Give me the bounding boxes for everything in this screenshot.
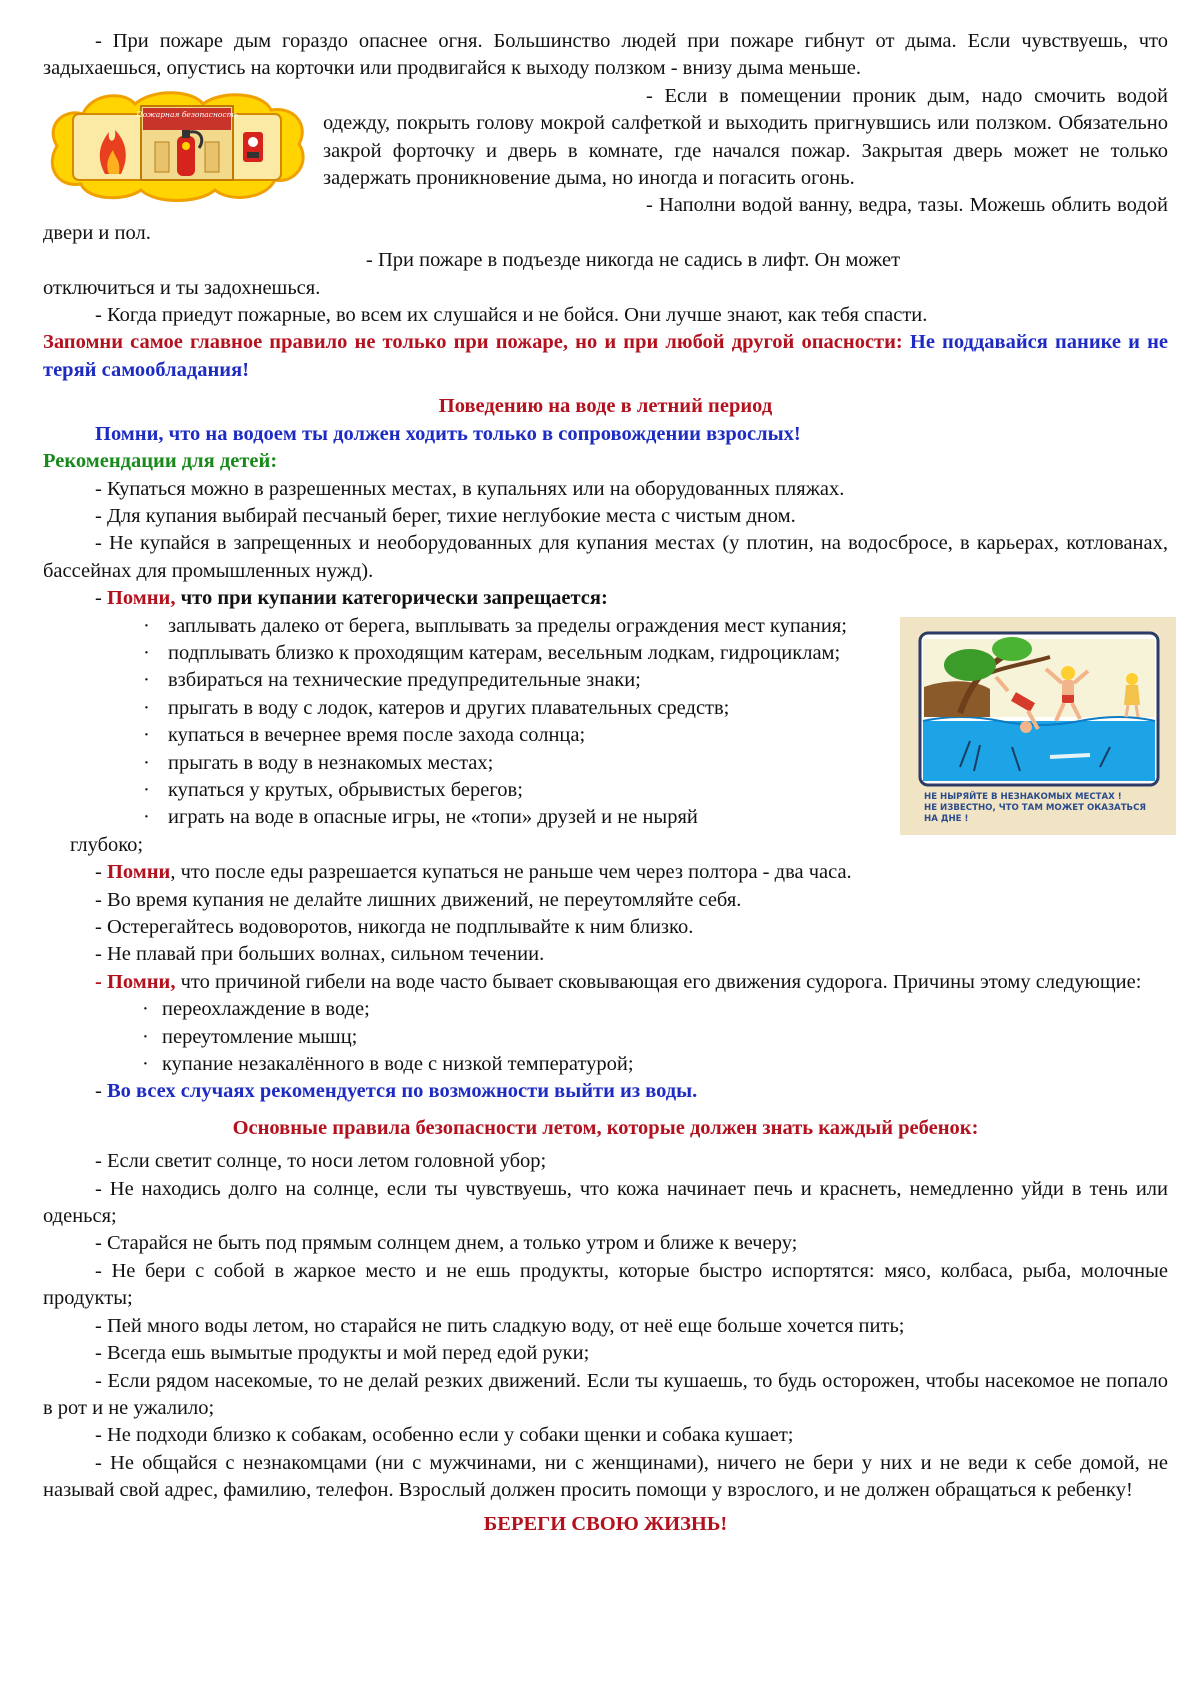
forbidden-item <box>43 613 1168 640</box>
cramp-remember: - Помни, <box>95 970 176 993</box>
fire-paragraph-fill-water: - Наполни водой ванну, ведра, тазы. Можешь облить водой двери и пол. <box>43 194 1168 244</box>
caption-line: НЕ ИЗВЕСТНО, ЧТО ТАМ МОЖЕТ ОКАЗАТЬСЯ <box>924 802 1147 813</box>
forbidden-item-tail: глубоко; <box>70 833 144 856</box>
document-page <box>43 28 1168 1538</box>
forbidden-item-text: купаться в вечернее время после захода солнца; <box>168 724 586 747</box>
fire-paragraph-smoke: - При пожаре дым гораздо опаснее огня. Большинство людей при пожаре гибнут от дыма. Если чувствуешь, что задыхаешься, опустись на корточки или продвигайся к выходу ползком - внизу дыма меньше. <box>43 30 1168 80</box>
fire-image-label: Пожарная безопасность <box>136 109 238 119</box>
after-eating-dash: - <box>95 861 107 884</box>
bullet-icon: · <box>143 669 150 692</box>
caption-line: НА ДНЕ ! <box>924 813 969 824</box>
exit-water-paragraph <box>43 1078 1168 1105</box>
fire-paragraph-firefighters: - Когда приедут пожарные, во всем их слушайся и не бойся. Они лучше знают, как тебя спасти. <box>95 304 928 327</box>
bullet-icon: · <box>142 998 149 1021</box>
summer-rule: - Не находись долго на солнце, если ты чувствуешь, что кожа начинает печь и краснеть, немедленно уйди в тень или оденься; <box>43 1177 1168 1228</box>
summer-rule: - Пей много воды летом, но старайся не пить сладкую воду, от неё еще больше хочется пить; <box>95 1314 905 1337</box>
forbidden-item-text: взбираться на технические предупредительные знаки; <box>168 669 641 692</box>
after-eating-remember: Помни <box>106 861 171 884</box>
recommendation-item: - Купаться можно в разрешенных местах, в купальнях или на оборудованных пляжах. <box>95 477 845 500</box>
forbidden-item <box>43 695 1168 722</box>
forbidden-item <box>43 667 1168 694</box>
forbidden-item-text: прыгать в воду с лодок, катеров и других плавательных средств; <box>168 696 730 719</box>
fire-main-rule-blue: Не поддавайся панике и не теряй самообладания! <box>43 331 1168 381</box>
exit-water-dash: - <box>95 1080 107 1103</box>
forbidden-lead: что при купании категорически запрещается: <box>175 587 608 610</box>
swim-rule: - Не плавай при больших волнах, сильном течении. <box>95 943 545 966</box>
forbidden-remember: Помни, <box>106 587 176 610</box>
bullet-icon: · <box>142 1053 149 1076</box>
cramp-cause <box>43 1024 1168 1051</box>
forbidden-item-text: прыгать в воду в незнакомых местах; <box>168 751 494 774</box>
forbidden-dash: - <box>95 587 107 610</box>
bullet-icon: · <box>143 614 150 637</box>
summer-rule: - Не общайся с незнакомцами (ни с мужчинами, ни с женщинами), ничего не бери у них и не веди к себе домой, не называй свой адрес, фамилию, телефон. Взрослый должен просить помощи у взрослого, и не должен обращаться к ребенку! <box>43 1451 1168 1502</box>
fire-safety-stand-image <box>43 86 311 204</box>
recommendations-heading: Рекомендации для детей: <box>43 450 278 473</box>
cramp-cause-text: купание незакалённого в воде с низкой температурой; <box>162 1053 634 1076</box>
summer-rule: - Не подходи близко к собакам, особенно если у собаки щенки и собака кушает; <box>95 1424 794 1447</box>
forbidden-item-text: подплывать близко к проходящим катерам, весельным лодкам, гидроциклам; <box>168 641 841 664</box>
summer-section-title: Основные правила безопасности летом, которые должен знать каждый ребенок: <box>232 1116 979 1139</box>
exit-water-text: Во всех случаях рекомендуется по возможности выйти из воды. <box>106 1080 698 1103</box>
forbidden-item <box>43 640 1168 667</box>
fire-paragraph-elevator: - При пожаре в подъезде никогда не садись в лифт. Он может <box>366 249 901 272</box>
recommendation-item: - Для купания выбирай песчаный берег, тихие неглубокие места с чистым дном. <box>95 504 796 527</box>
summer-rule: - Если рядом насекомые, то не делай резких движений. Если ты кушаешь, то будь осторожен, чтобы насекомое не попало в рот и не ужалило; <box>43 1369 1168 1419</box>
fire-main-rule-red: Запомни самое главное правило не только при пожаре, но и при любой другой опасности: <box>43 331 910 354</box>
summer-rule: - Если светит солнце, то носи летом головной убор; <box>95 1150 547 1173</box>
forbidden-item-text: играть на воде в опасные игры, не «топи» друзей и не ныряй <box>168 806 698 829</box>
bullet-icon: · <box>142 1025 149 1048</box>
swim-rule: - Во время купания не делайте лишних движений, не переутомляйте себя. <box>95 888 742 911</box>
swim-rule: - Остерегайтесь водоворотов, никогда не подплывайте к ним близко. <box>95 916 694 938</box>
forbidden-item-text: купаться у крутых, обрывистых берегов; <box>168 778 523 801</box>
bullet-icon: · <box>143 724 150 747</box>
cramp-cause-text: переутомление мышц; <box>162 1025 358 1048</box>
forbidden-item <box>43 750 1168 777</box>
cramp-cause <box>43 996 1168 1023</box>
after-eating-paragraph <box>43 859 1168 886</box>
forbidden-heading <box>43 585 1168 612</box>
caption-line: НЕ НЫРЯЙТЕ В НЕЗНАКОМЫХ МЕСТАХ ! <box>924 791 1122 802</box>
summer-rule: - Всегда ешь вымытые продукты и мой перед едой руки; <box>95 1342 590 1365</box>
cramp-paragraph <box>43 969 1168 996</box>
cramp-text: что причиной гибели на воде часто бывает сковывающая его движения судорога. Причины этому следующие: <box>175 970 1142 993</box>
bullet-icon: · <box>143 696 150 719</box>
summer-rule: - Не бери с собой в жаркое место и не ешь продукты, которые быстро испортятся: мясо, колбаса, рыба, молочные продукты; <box>43 1259 1168 1310</box>
summer-rule: - Старайся не быть под прямым солнцем днем, а только утром и ближе к вечеру; <box>95 1232 798 1255</box>
closing-slogan: БЕРЕГИ СВОЮ ЖИЗНЬ! <box>483 1512 728 1535</box>
fire-paragraph-elevator-tail: отключиться и ты задохнешься. <box>43 276 321 299</box>
bullet-icon: · <box>143 641 150 664</box>
water-section-title: Поведению на воде в летний период <box>438 395 773 418</box>
recommendation-item: - Не купайся в запрещенных и необорудованных для купания местах (у плотин, на водосбросе, в карьерах, котлованах, бассейнах для промышленных нужд). <box>43 532 1168 582</box>
forbidden-item <box>43 722 1168 749</box>
forbidden-item <box>43 804 1168 831</box>
cramp-cause <box>43 1051 1168 1078</box>
fire-safety-illustration <box>43 86 311 204</box>
cramp-cause-text: переохлаждение в воде; <box>162 998 370 1021</box>
fire-main-rule <box>43 329 1168 384</box>
forbidden-item-text: заплывать далеко от берега, выплывать за пределы ограждения мест купания; <box>168 614 847 637</box>
bullet-icon: · <box>143 778 150 801</box>
water-remember-adults: Помни, что на водоем ты должен ходить только в сопровождении взрослых! <box>95 422 801 445</box>
bullet-icon: · <box>143 806 150 829</box>
bullet-icon: · <box>143 751 150 774</box>
fire-paragraph-wet-clothes: - Если в помещении проник дым, надо смочить водой одежду, покрыть голову мокрой салфеткой и выходить пригнувшись или ползком. Обязательно закрой форточку и дверь в комнате, где начался пожар. Закрытая дверь может не только задержать проникновение дыма, но иногда и погасить огонь. <box>323 84 1168 190</box>
forbidden-item <box>43 777 1168 804</box>
after-eating-text: , что после еды разрешается купаться не раньше чем через полтора - два часа. <box>170 861 852 884</box>
